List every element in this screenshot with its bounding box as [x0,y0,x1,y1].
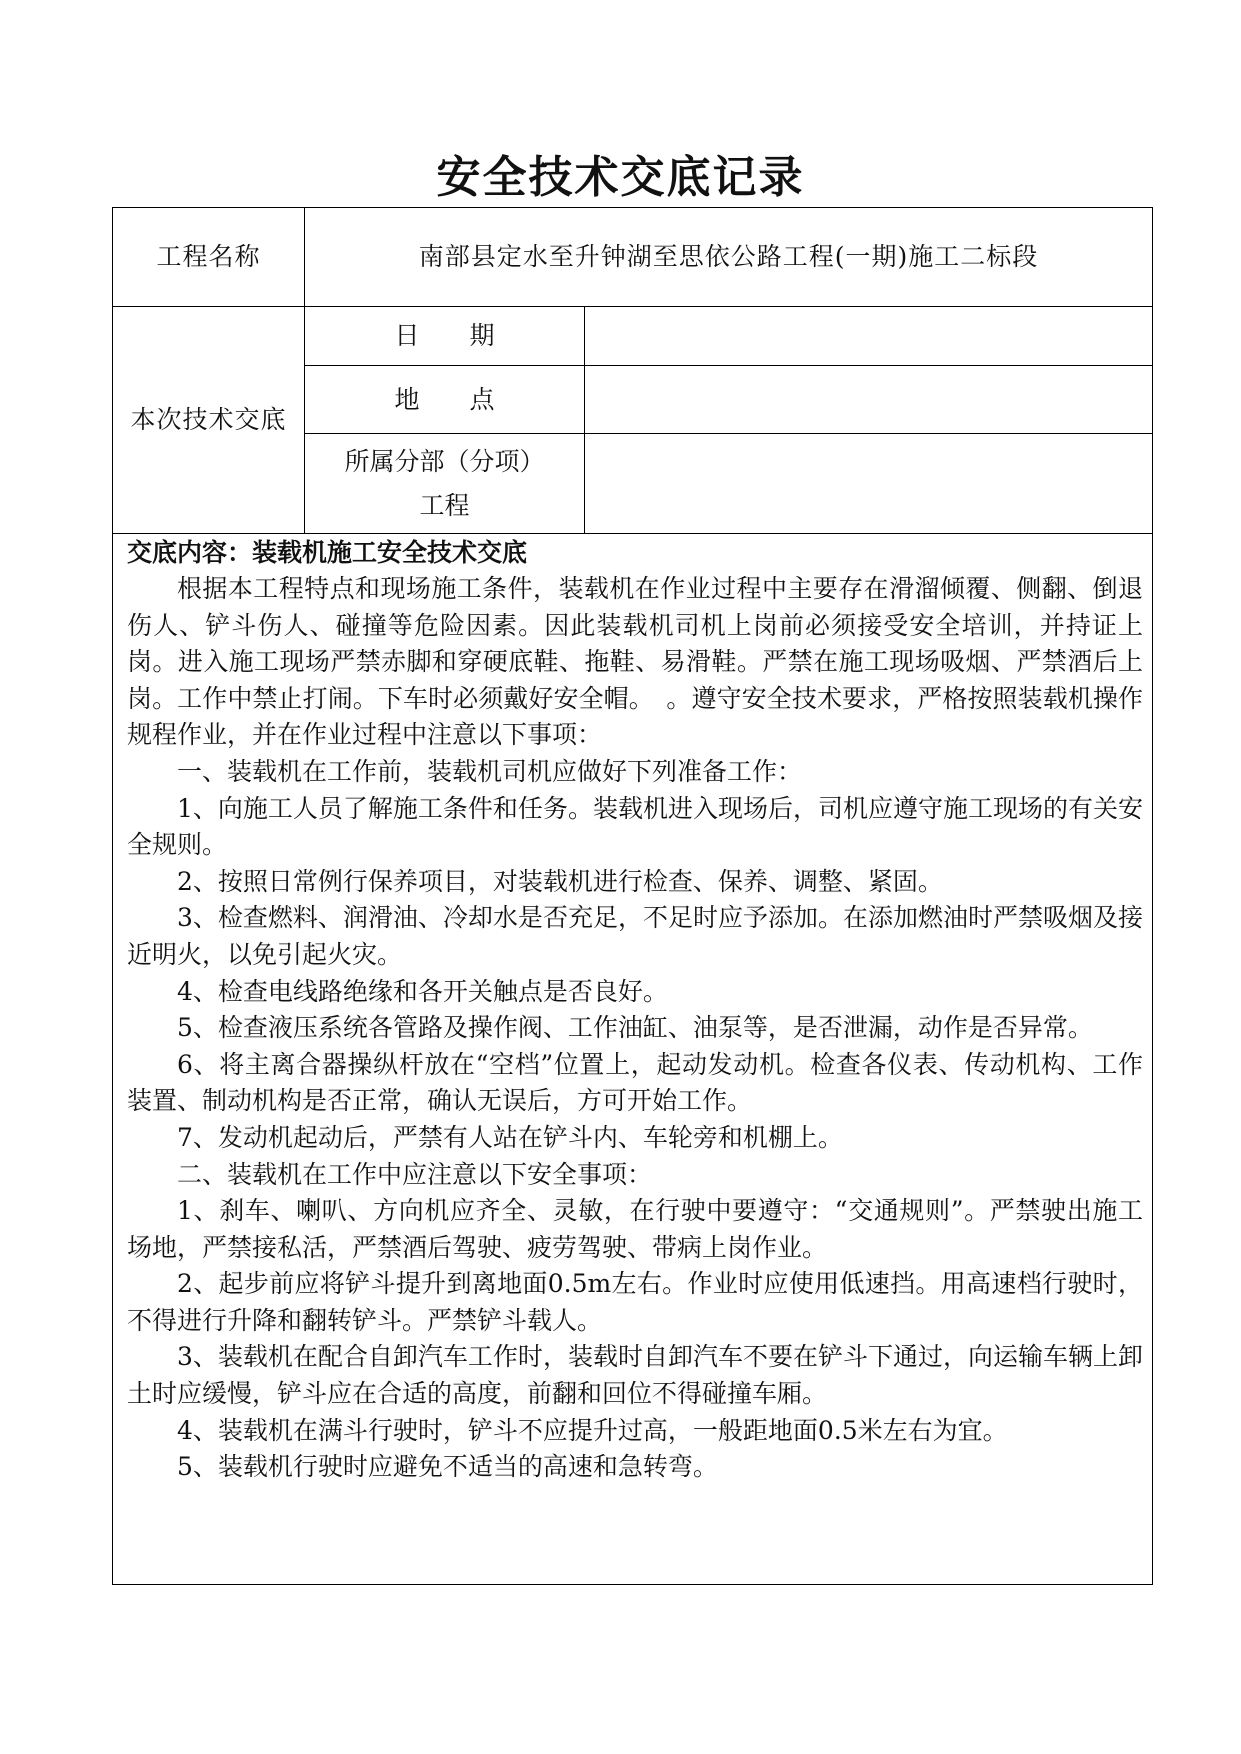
content-paragraph: 根据本工程特点和现场施工条件，装载机在作业过程中主要存在滑溜倾覆、侧翻、倒退伤人、铲斗伤人、碰撞等危险因素。因此装载机司机上岗前必须接受安全培训，并持证上岗。进入施工现场严禁赤脚和穿硬底鞋、拖鞋、易滑鞋。严禁在施工现场吸烟、严禁酒后上岗。工作中禁止打闹。下车时必须戴好安全帽。 。遵守安全技术要求，严格按照装载机操作规程作业，并在作业过程中注意以下事项： [127,574,1143,750]
content-paragraph: 4、装载机在满斗行驶时，铲斗不应提升过高，一般距地面0.5米左右为宜。 [177,1415,1008,1445]
content-paragraph: 二、装载机在工作中应注意以下安全事项： [177,1159,653,1189]
date-label: 日 期 [394,321,495,350]
content-paragraph: 7、发动机起动后，严禁有人站在铲斗内、车轮旁和机棚上。 [177,1122,843,1152]
content-paragraph: 2、按照日常例行保养项目，对装载机进行检查、保养、调整、紧固。 [177,866,943,896]
content-paragraph: 1、刹车、喇叭、方向机应齐全、灵敏，在行驶中要遵守：“交通规则”。严禁驶出施工场地，严禁接私活，严禁酒后驾驶、疲劳驾驶、带病上岗作业。 [127,1196,1143,1262]
content-paragraph: 6、将主离合器操纵杆放在“空档”位置上，起动发动机。检查各仪表、传动机构、工作装置、制动机构是否正常，确认无误后，方可开始工作。 [127,1049,1143,1116]
subproject-field[interactable] [585,434,1152,533]
date-field[interactable] [585,307,1152,365]
content-paragraph: 5、装载机行驶时应避免不适当的高速和急转弯。 [177,1452,718,1482]
briefing-form [112,207,1153,1585]
content-body [127,534,1143,1486]
content-paragraph: 5、检查液压系统各管路及操作阀、工作油缸、油泵等，是否泄漏，动作是否异常。 [177,1013,1093,1043]
subproject-label-line1: 所属分部（分项） [344,446,545,476]
content-paragraph: 3、装载机在配合自卸汽车工作时，装载时自卸汽车不要在铲斗下通过，向运输车辆上卸土时应缓慢，铲斗应在合适的高度，前翻和回位不得碰撞车厢。 [127,1342,1143,1409]
place-field[interactable] [585,366,1152,433]
content-heading: 交底内容：装载机施工安全技术交底 [127,538,528,567]
briefing-label: 本次技术交底 [130,405,287,434]
content-paragraph: 1、向施工人员了解施工条件和任务。装载机进入现场后，司机应遵守施工现场的有关安全规则。 [127,793,1143,860]
content-paragraph: 2、起步前应将铲斗提升到离地面0.5m左右。作业时应使用低速挡。用高速档行驶时，不得进行升降和翻转铲斗。严禁铲斗载人。 [127,1269,1143,1335]
page-title: 安全技术交底记录 [436,152,805,203]
place-label: 地 点 [394,384,495,414]
project-name-value: 南部县定水至升钟湖至思依公路工程(一期)施工二标段 [418,242,1039,271]
subproject-label-line2: 工程 [419,490,470,520]
content-paragraph: 一、装载机在工作前，装载机司机应做好下列准备工作： [177,756,803,786]
content-section [113,534,1152,1584]
project-name-label: 工程名称 [156,242,261,271]
subproject-label [305,434,584,533]
content-paragraph: 3、检查燃料、润滑油、冷却水是否充足，不足时应予添加。在添加燃油时严禁吸烟及接近明火，以免引起火灾。 [127,903,1143,969]
content-paragraph: 4、检查电线路绝缘和各开关触点是否良好。 [177,976,668,1006]
